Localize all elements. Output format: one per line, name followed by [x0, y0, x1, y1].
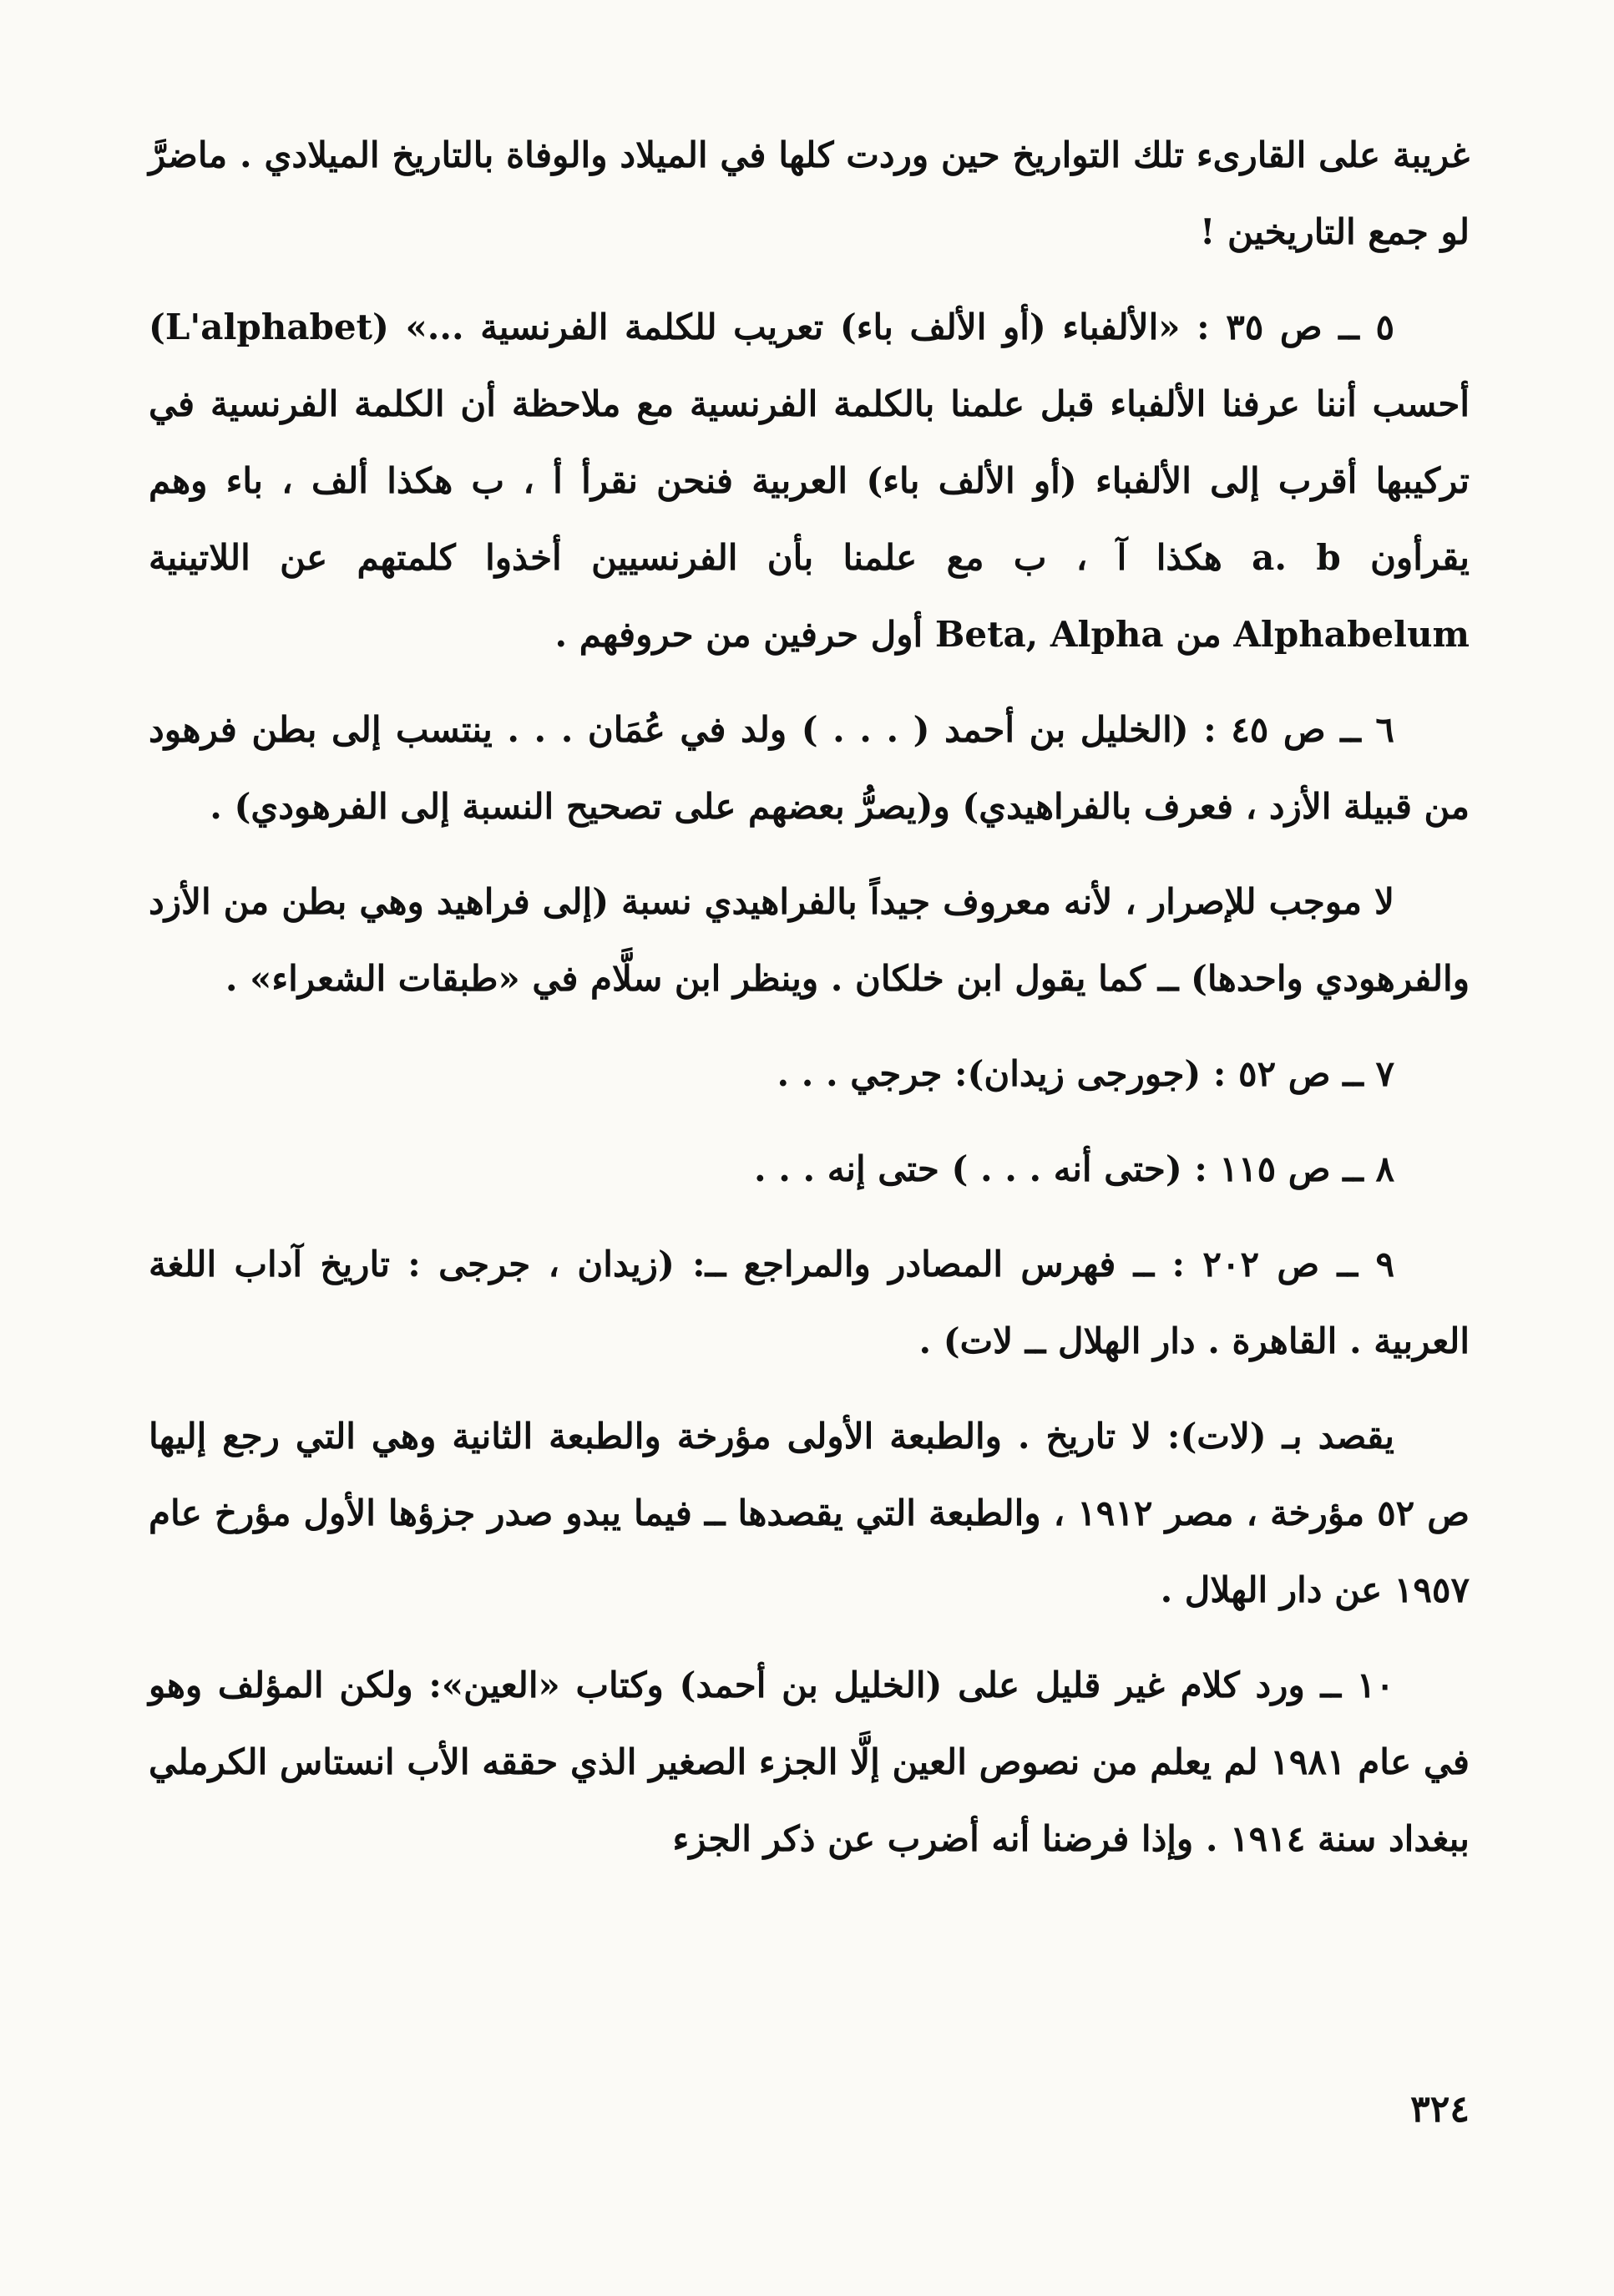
- paragraph-3-note-6: ٦ ــ ص ٤٥ : (الخليل بن أحمد ( . . . ) ولد في عُمَان . . . ينتسب إلى بطن فرهود من قبيلة الأزد ، فعرف بالفراهيدي) و(يصرُّ بعضهم على تصحيح النسبة إلى الفرهودي) .: [149, 709, 1470, 827]
- paragraph-6-note-8: ٨ ــ ص ١١٥ : (حتى أنه . . . ) حتى إنه . . .: [754, 1148, 1394, 1189]
- paragraph-2-note-5: ٥ ــ ص ٣٥ : «الألفباء (أو الألف باء) تعريب للكلمة الفرنسية ...» (L'alphabet) أحسب أننا عرفنا الألفباء قبل علمنا بالكلمة الفرنسية مع ملاحظة أن الكلمة الفرنسية في تركيبها أقرب إلى الألفباء (أو الألف باء) العربية فنحن نقرأ أ ، ب هكذا ألف ، باء وهم يقرأون a. b هكذا آ ، ب مع علمنا بأن الفرنسيين أخذوا كلمتهم عن اللاتينية Alphabelum من Beta, Alpha أول حرفين من حروفهم .: [149, 307, 1470, 655]
- paragraph-4: لا موجب للإصرار ، لأنه معروف جيداً بالفراهيدي نسبة (إلى فراهيد وهي بطن من الأزد والفرهودي واحدها) ــ كما يقول ابن خلكان . وينظر ابن سلَّام في «طبقات الشعراء» .: [149, 881, 1470, 999]
- paragraph-5-note-7: ٧ ــ ص ٥٢ : (جورجى زيدان): جرجي . . .: [777, 1053, 1394, 1094]
- paragraph-9-note-10: ١٠ ــ ورد كلام غير قليل على (الخليل بن أحمد) وكتاب «العين»: ولكن المؤلف وهو في عام ١٩٨١ لم يعلم من نصوص العين إلَّا الجزء الصغير الذي حققه الأب انستاس الكرملي ببغداد سنة ١٩١٤ . وإذا فرضنا أنه أضرب عن ذكر الجزء: [149, 1665, 1470, 1859]
- page-number: ٣٢٤: [1410, 2088, 1470, 2131]
- paragraph-8: يقصد بـ (لات): لا تاريخ . والطبعة الأولى مؤرخة والطبعة الثانية وهي التي رجع إليها ص ٥٢ مؤرخة ، مصر ١٩١٢ ، والطبعة التي يقصدها ــ فيما يبدو صدر جزؤها الأول مؤرخ عام ١٩٥٧ عن دار الهلال .: [149, 1416, 1470, 1610]
- paragraph-7-note-9: ٩ ــ ص ٢٠٢ : ــ فهرس المصادر والمراجع ــ: (زيدان ، جرجى : تاريخ آداب اللغة العربية . القاهرة . دار الهلال ــ لات) .: [149, 1244, 1470, 1361]
- body-text: [149, 117, 1470, 1896]
- paragraph-1: غريبة على القارىء تلك التواريخ حين وردت كلها في الميلاد والوفاة بالتاريخ الميلادي . ماضرَّ لو جمع التاريخين !: [149, 134, 1470, 252]
